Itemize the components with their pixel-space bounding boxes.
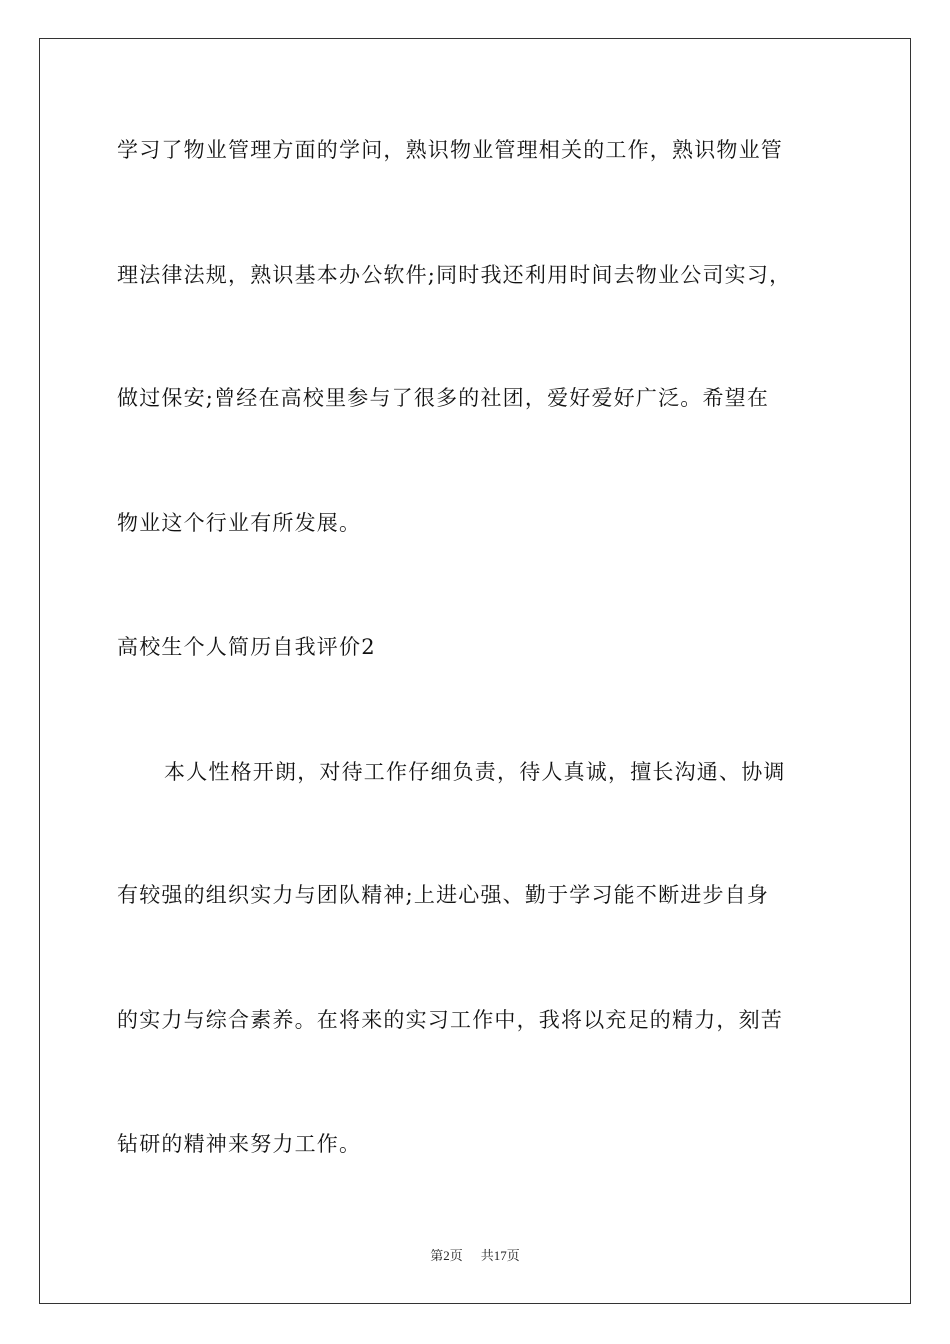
paragraph-line: 做过保安;曾经在高校里参与了很多的社团，爱好爱好广泛。希望在 (117, 386, 770, 410)
paragraph-line: 的实力与综合素养。在将来的实习工作中，我将以充足的精力，刻苦 (117, 1008, 783, 1032)
page-footer (0, 1247, 950, 1265)
paragraph-line: 本人性格开朗，对待工作仔细负责，待人真诚，擅长沟通、协调 (164, 760, 786, 784)
page-total: 共17页 (480, 1248, 520, 1263)
paragraph-line: 物业这个行业有所发展。 (117, 511, 362, 535)
paragraph-line: 有较强的组织实力与团队精神;上进心强、勤于学习能不断进步自身 (117, 883, 770, 907)
section-heading: 高校生个人简历自我评价2 (117, 635, 376, 659)
paragraph-line: 学习了物业管理方面的学问，熟识物业管理相关的工作，熟识物业管 (117, 138, 783, 162)
page-border (39, 38, 911, 1304)
paragraph-line: 理法律法规，熟识基本办公软件;同时我还利用时间去物业公司实习， (117, 263, 792, 287)
page-number: 第2页 (430, 1248, 463, 1263)
paragraph-line: 钻研的精神来努力工作。 (117, 1132, 362, 1156)
